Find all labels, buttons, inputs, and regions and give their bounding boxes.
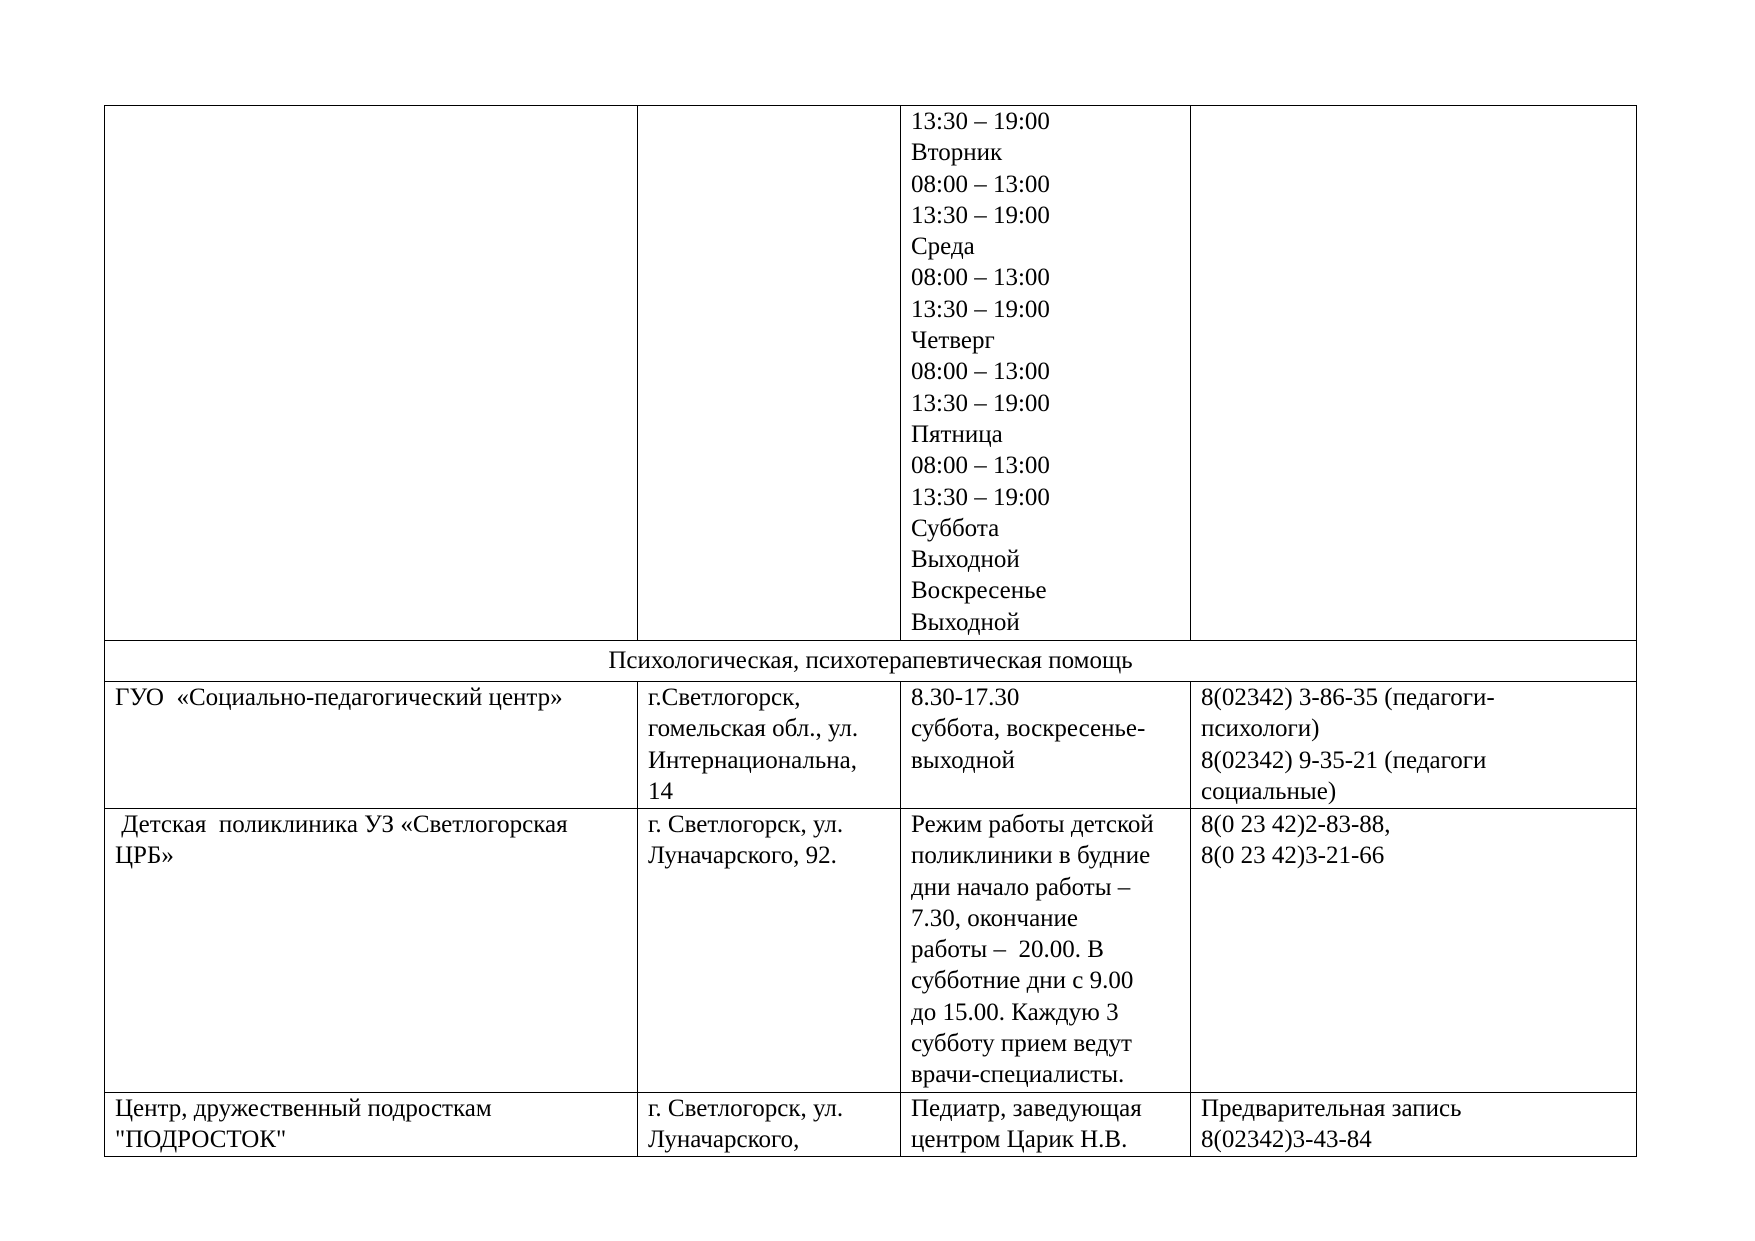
hours-line: центром Царик Н.В. bbox=[911, 1126, 1128, 1154]
address-line: г. Светлогорск, ул. bbox=[648, 1095, 844, 1122]
hours-line: 7.30, окончание bbox=[911, 904, 1079, 932]
cell-address bbox=[638, 106, 901, 641]
cell-address bbox=[638, 682, 901, 809]
address-line: 14 bbox=[648, 777, 673, 805]
hours-line: Среда bbox=[911, 233, 975, 261]
address-line: г.Светлогорск, bbox=[648, 684, 801, 711]
address-line: Интернациональна, bbox=[648, 746, 857, 774]
hours-line: 13:30 – 19:00 bbox=[911, 389, 1050, 417]
contact-line: 8(0 23 42)2-83-88, bbox=[1201, 811, 1391, 838]
hours-line: до 15.00. Каждую 3 bbox=[911, 998, 1119, 1026]
cell-address bbox=[638, 1093, 901, 1157]
hours-line: 08:00 – 13:00 bbox=[911, 452, 1050, 480]
cell-name bbox=[105, 809, 638, 1093]
table-row-section-header bbox=[105, 641, 1637, 682]
contact-line: Предварительная запись bbox=[1201, 1095, 1462, 1122]
hours-line: 13:30 – 19:00 bbox=[911, 295, 1050, 323]
cell-hours bbox=[901, 809, 1191, 1093]
hours-line: Пятница bbox=[911, 420, 1003, 448]
hours-line: Воскресенье bbox=[911, 577, 1047, 605]
hours-line: поликлиники в будние bbox=[911, 842, 1151, 870]
name-line: Детская поликлиника УЗ «Светлогорская bbox=[115, 811, 568, 838]
hours-line: 13:30 – 19:00 bbox=[911, 483, 1050, 511]
cell-hours bbox=[901, 682, 1191, 809]
contact-line: 8(02342) 3-86-35 (педагоги- bbox=[1201, 684, 1495, 711]
address-line: г. Светлогорск, ул. bbox=[648, 811, 844, 838]
address-line: гомельская обл., ул. bbox=[648, 715, 859, 743]
hours-line: 08:00 – 13:00 bbox=[911, 170, 1050, 198]
contact-line: социальные) bbox=[1201, 777, 1337, 805]
address-line: Луначарского, 92. bbox=[648, 842, 837, 870]
cell-contacts bbox=[1191, 809, 1637, 1093]
hours-line: Выходной bbox=[911, 546, 1020, 574]
hours-line: 13:30 – 19:00 bbox=[911, 108, 1050, 135]
hours-line: суббота, воскресенье- bbox=[911, 715, 1146, 743]
hours-line: выходной bbox=[911, 746, 1015, 774]
hours-line: Режим работы детской bbox=[911, 811, 1154, 838]
services-table bbox=[104, 105, 1637, 1157]
cell-contacts bbox=[1191, 106, 1637, 641]
hours-line: 13:30 – 19:00 bbox=[911, 201, 1050, 229]
section-header: Психологическая, психотерапевтическая помощь bbox=[105, 641, 1637, 682]
table-row bbox=[105, 1093, 1637, 1157]
hours-line: 08:00 – 13:00 bbox=[911, 358, 1050, 386]
hours-line: дни начало работы – bbox=[911, 873, 1131, 901]
hours-line: Четверг bbox=[911, 327, 995, 355]
hours-line: 08:00 – 13:00 bbox=[911, 264, 1050, 292]
contact-line: 8(02342)3-43-84 bbox=[1201, 1126, 1372, 1154]
hours-line: субботу прием ведут bbox=[911, 1030, 1132, 1058]
hours-line: работы – 20.00. В bbox=[911, 936, 1104, 964]
hours-line: субботние дни с 9.00 bbox=[911, 967, 1134, 995]
hours-line: Вторник bbox=[911, 139, 1003, 167]
hours-line: Суббота bbox=[911, 514, 1000, 542]
table-row bbox=[105, 682, 1637, 809]
hours-line: Педиатр, заведующая bbox=[911, 1095, 1142, 1122]
name-line: Центр, дружественный подросткам bbox=[115, 1095, 492, 1122]
contact-line: психологи) bbox=[1201, 715, 1320, 743]
hours-line: 8.30-17.30 bbox=[911, 684, 1020, 711]
table-row-schedule bbox=[105, 106, 1637, 641]
cell-contacts bbox=[1191, 1093, 1637, 1157]
table-row bbox=[105, 809, 1637, 1093]
cell-hours bbox=[901, 106, 1191, 641]
name-line: "ПОДРОСТОК" bbox=[115, 1126, 287, 1154]
hours-line: Выходной bbox=[911, 608, 1020, 636]
address-line: Луначарского, bbox=[648, 1126, 800, 1154]
cell-contacts bbox=[1191, 682, 1637, 809]
cell-name bbox=[105, 682, 638, 809]
cell-hours bbox=[901, 1093, 1191, 1157]
cell-address bbox=[638, 809, 901, 1093]
contact-line: 8(02342) 9-35-21 (педагоги bbox=[1201, 746, 1487, 774]
cell-name bbox=[105, 106, 638, 641]
name-line: ЦРБ» bbox=[115, 842, 174, 870]
name-line: ГУО «Социально-педагогический центр» bbox=[115, 684, 563, 711]
hours-line: врачи-специалисты. bbox=[911, 1061, 1125, 1089]
cell-name bbox=[105, 1093, 638, 1157]
contact-line: 8(0 23 42)3-21-66 bbox=[1201, 842, 1385, 870]
